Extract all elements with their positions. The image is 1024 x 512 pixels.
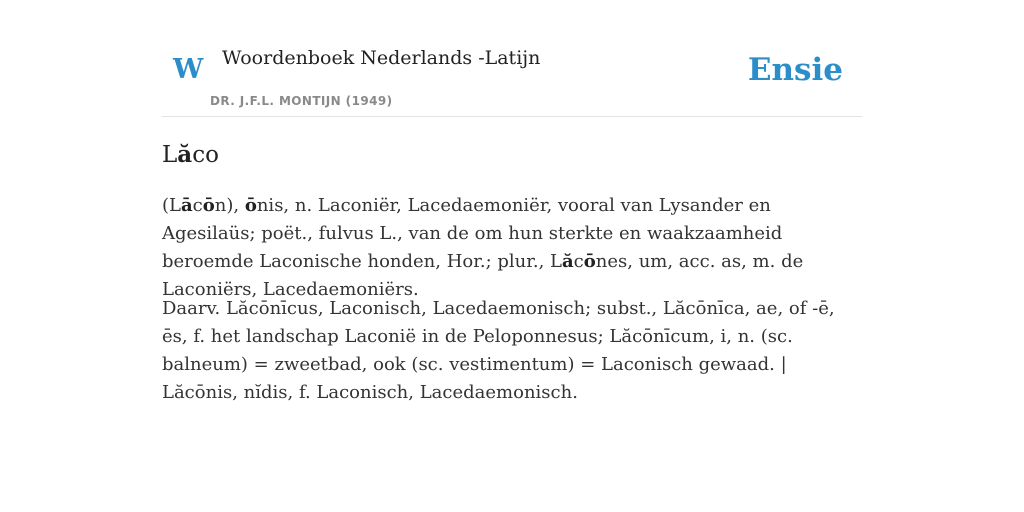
text-run: nis, n. Laconiër, Lacedaemoniër, vooral van Lysander en Agesilaüs; poët., fulvus L., van de om hun sterkte en waakzaamheid beroemde Laconische honden, Hor.; plur., L — [162, 195, 783, 272]
bold-run: ă — [562, 251, 574, 272]
bold-run: ā — [180, 195, 193, 216]
definition-paragraph — [162, 192, 862, 304]
headword-part: co — [192, 142, 219, 168]
entry-headword — [162, 139, 219, 171]
text-run: c — [573, 251, 584, 272]
dictionary-title[interactable]: Woordenboek Nederlands -Latijn — [222, 47, 541, 69]
derivations-paragraph: Daarv. Lăcōnīcus, Laconisch, Lacedaemonisch; subst., Lăcōnīca, ae, of -ē, ēs, f. het landschap Laconië in de Peloponnesus; Lăcōnīcum, i, n. (sc. balneum) = zweetbad, ook (sc. vestimentum) = Laconisch gewaad. | Lăcōnis, nĭdis, f. Laconisch, Lacedaemonisch. — [162, 298, 835, 403]
headword-part: L — [162, 142, 178, 168]
text-run: nes, um, acc. as, m. de Laconiërs, Lacedaemoniërs. — [162, 251, 804, 300]
bold-run: ō — [583, 251, 596, 272]
ensie-brand-logo[interactable]: Ensie — [747, 52, 843, 88]
text-run: c — [192, 195, 203, 216]
text-run: n), — [214, 195, 245, 216]
bold-run: ō — [244, 195, 257, 216]
text-run: (L — [162, 195, 181, 216]
entry-definition — [162, 192, 862, 304]
bold-run: ō — [202, 195, 215, 216]
dictionary-author: DR. J.F.L. MONTIJN (1949) — [210, 94, 393, 108]
dictionary-logo[interactable]: W — [173, 54, 204, 85]
dictionary-header — [162, 0, 862, 117]
headword-part-bold: ă — [177, 141, 193, 168]
page — [162, 0, 862, 403]
entry-derivations — [162, 295, 862, 407]
